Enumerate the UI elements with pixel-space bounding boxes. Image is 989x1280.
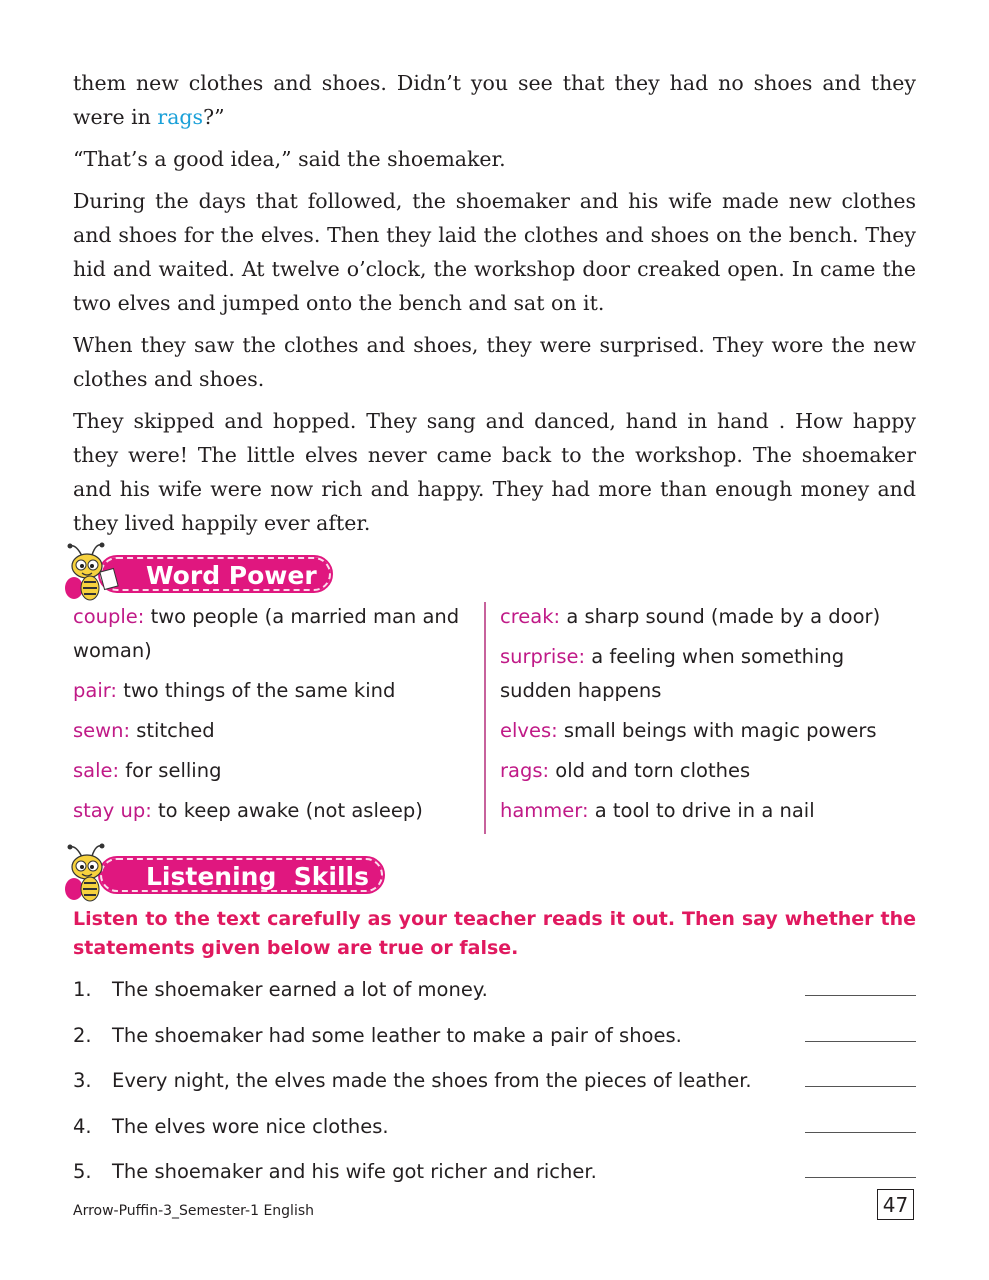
- glossary-item: couple: two people (a married man and woman): [73, 605, 460, 662]
- page-number: 47: [877, 1189, 914, 1220]
- answer-blank[interactable]: [805, 1177, 916, 1178]
- glossary-item: stay up: to keep awake (not asleep): [73, 799, 423, 822]
- statement-item: 2. The shoemaker had some leather to make a pair of shoes.: [73, 1019, 916, 1065]
- answer-blank[interactable]: [805, 995, 916, 996]
- listening-instruction: Listen to the text carefully as your teacher reads it out. Then say whether the statements given below are true or false.: [73, 908, 916, 959]
- statement-item: 1. The shoemaker earned a lot of money.: [73, 973, 916, 1019]
- story-paragraph: “That’s a good idea,” said the shoemaker.: [73, 147, 506, 171]
- statement-list: [73, 973, 916, 1201]
- answer-blank[interactable]: [805, 1086, 916, 1087]
- statement-item: 5. The shoemaker and his wife got richer and richer.: [73, 1155, 916, 1201]
- bee-mascot-icon: [64, 843, 144, 905]
- column-divider: [484, 602, 486, 834]
- glossary-item: elves: small beings with magic powers: [500, 719, 877, 742]
- glossary-item: rags: old and torn clothes: [500, 759, 751, 782]
- story-paragraph: them new clothes and shoes. Didn’t you see that they had no shoes and they were in rags?”: [73, 71, 916, 129]
- glossary-item: surprise: a feeling when something sudden happens: [500, 645, 845, 702]
- footer-book-title: Arrow-Puffin-3_Semester-1 English: [73, 1203, 315, 1219]
- listening-skills-title: Listening Skills: [100, 858, 383, 892]
- bee-mascot-icon: [64, 542, 144, 604]
- story-paragraph: They skipped and hopped. They sang and danced, hand in hand . How happy they were! The little elves never came back to the workshop. The shoemaker and his wife were now rich and happy. They had more than enough money and they lived happily ever after.: [73, 409, 916, 535]
- answer-blank[interactable]: [805, 1132, 916, 1133]
- glossary-item: pair: two things of the same kind: [73, 679, 396, 702]
- story-paragraph: During the days that followed, the shoemaker and his wife made new clothes and shoes for the elves. Then they laid the clothes and shoes on the bench. They hid and waited. At twelve o’clock, the workshop door creaked open. In came the two elves and jumped onto the bench and sat on it.: [73, 189, 916, 315]
- glossary-item: creak: a sharp sound (made by a door): [500, 605, 881, 628]
- story-text: [73, 66, 916, 548]
- glossary-item: sewn: stitched: [73, 719, 215, 742]
- answer-blank[interactable]: [805, 1041, 916, 1042]
- word-power-title: Word Power: [100, 557, 331, 591]
- story-paragraph: When they saw the clothes and shoes, they were surprised. They wore the new clothes and shoes.: [73, 333, 916, 391]
- statement-item: 3. Every night, the elves made the shoes from the pieces of leather.: [73, 1064, 916, 1110]
- statement-item: 4. The elves wore nice clothes.: [73, 1110, 916, 1156]
- glossary-item: hammer: a tool to drive in a nail: [500, 799, 815, 822]
- glossary-item: sale: for selling: [73, 759, 222, 782]
- glossary-word-rags: rags: [157, 105, 204, 129]
- word-power-right-column: [500, 600, 920, 834]
- word-power-left-column: [73, 600, 473, 834]
